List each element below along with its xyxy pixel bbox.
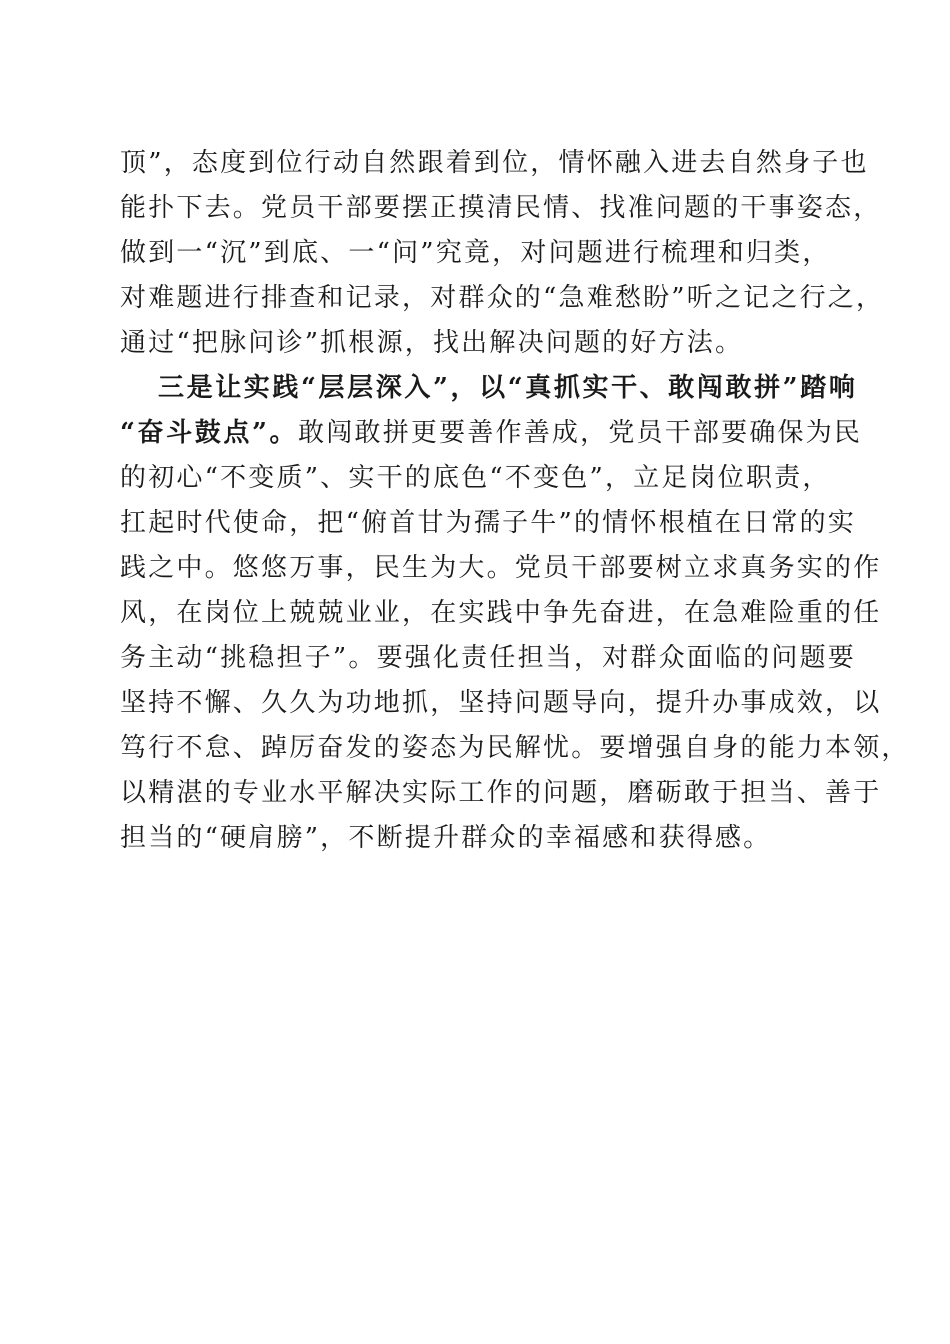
paragraph-2-heading-line-2: “奋斗鼓点”。 [120, 418, 299, 448]
paragraph-2-heading-line-1: 三是让实践“层层深入”，以“真抓实干、敢闯敢拼”踏响 [158, 373, 858, 403]
paragraph-1-line-1: 顶”，态度到位行动自然跟着到位，情怀融入进去自然身子也 [120, 148, 869, 178]
paragraph-2-line-3: 的初心“不变质”、实干的底色“不变色”，立足岗位职责， [120, 463, 831, 493]
paragraph-2-line-8: 坚持不懈、久久为功地抓，坚持问题导向，提升办事成效，以 [120, 688, 882, 718]
paragraph-2-line-7: 务主动“挑稳担子”。要强化责任担当，对群众面临的问题要 [120, 643, 856, 673]
paragraph-2-line-11: 担当的“硬肩膀”，不断提升群众的幸福感和获得感。 [120, 823, 772, 853]
paragraph-2-line-10: 以精湛的专业水平解决实际工作的问题，磨砺敢于担当、善于 [120, 778, 882, 808]
paragraph-2-line-6: 风，在岗位上兢兢业业，在实践中争先奋进，在急难险重的任 [120, 598, 882, 628]
paragraph-2-line-2 [120, 418, 862, 448]
paragraph-2-line-9: 笃行不怠、踔厉奋发的姿态为民解忧。要增强自身的能力本领， [120, 733, 910, 763]
paragraph-2-line-5: 践之中。悠悠万事，民生为大。党员干部要树立求真务实的作 [120, 553, 882, 583]
paragraph-2-line-4: 扛起时代使命，把“俯首甘为孺子牛”的情怀根植在日常的实 [120, 508, 856, 538]
paragraph-1-line-5: 通过“把脉问诊”抓根源，找出解决问题的好方法。 [120, 328, 744, 358]
paragraph-2-line-2-rest: 敢闯敢拼更要善作善成，党员干部要确保为民 [298, 418, 863, 448]
paragraph-1-line-4: 对难题进行排查和记录，对群众的“急难愁盼”听之记之行之， [120, 283, 885, 313]
paragraph-1-line-2: 能扑下去。党员干部要摆正摸清民情、找准问题的干事姿态， [120, 193, 882, 223]
paragraph-1-line-3: 做到一“沉”到底、一“问”究竟，对问题进行梳理和归类， [120, 238, 831, 268]
